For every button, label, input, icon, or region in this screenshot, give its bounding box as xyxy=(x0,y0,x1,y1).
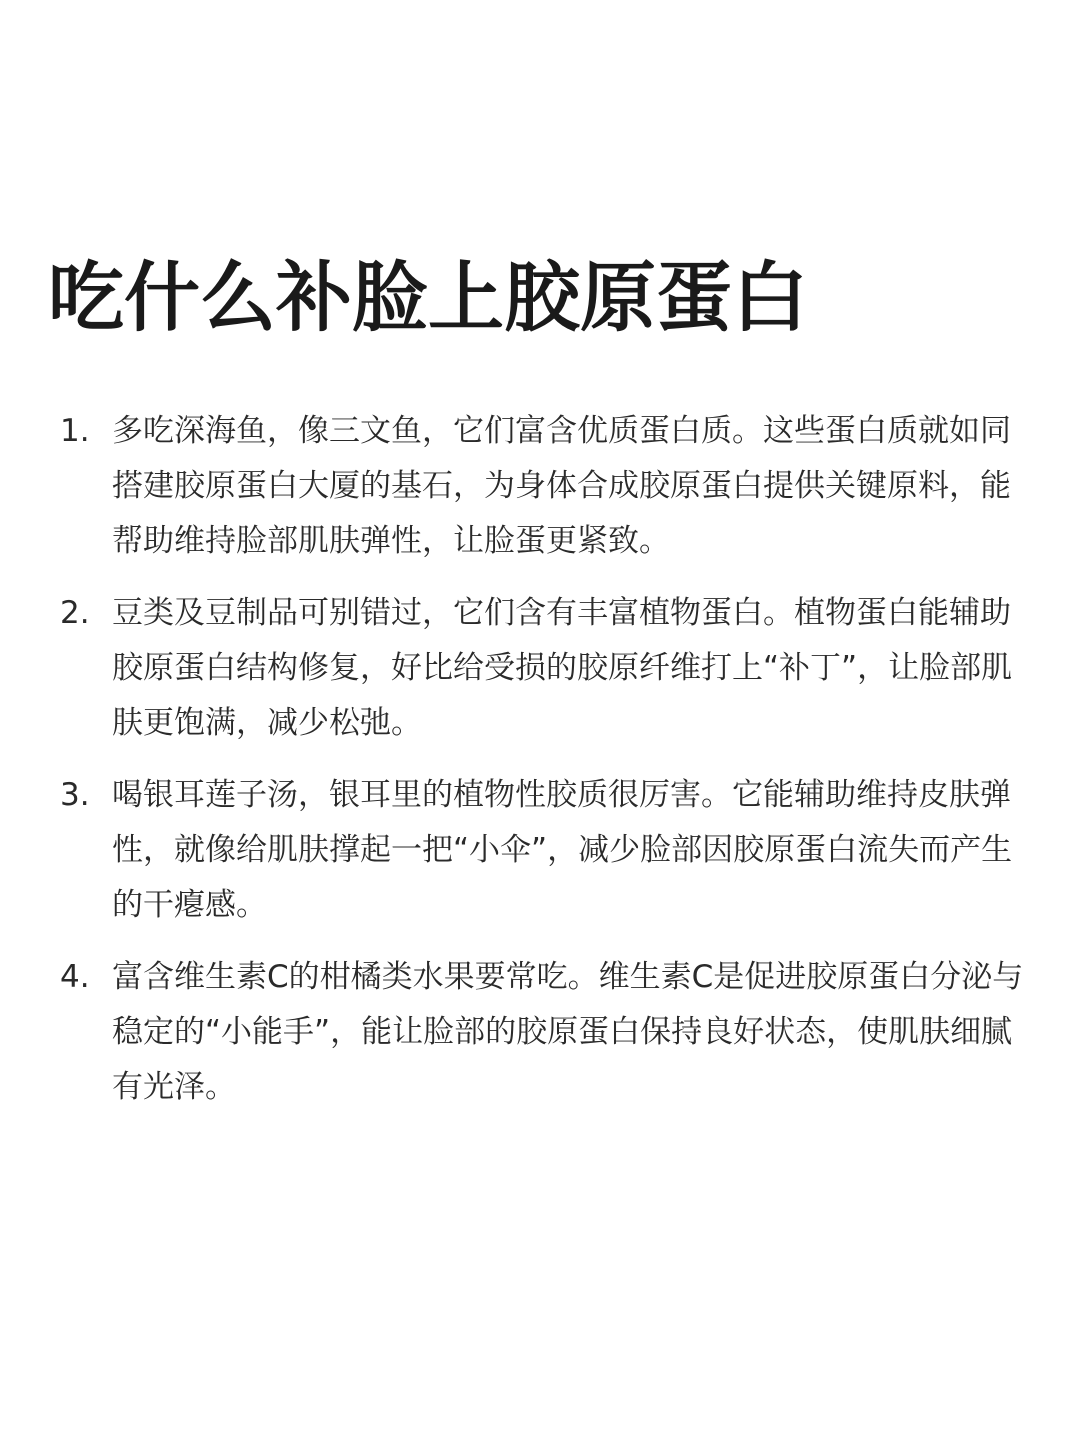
list-item-number: 2. xyxy=(60,595,90,631)
list-item-number: 1. xyxy=(60,413,90,449)
list-item-number: 3. xyxy=(60,777,90,813)
page-title: 吃什么补脸上胶原蛋白 xyxy=(48,253,808,342)
list-item-number: 4. xyxy=(60,959,90,995)
list-item xyxy=(0,768,1080,933)
list-item xyxy=(0,404,1080,569)
tips-list xyxy=(0,404,1080,1132)
list-item-text: 富含维生素C的柑橘类水果要常吃。维生素C是促进胶原蛋白分泌与稳定的“小能手”，能让脸部的胶原蛋白保持良好状态，使肌肤细腻有光泽。 xyxy=(112,959,1024,1105)
list-item-text: 多吃深海鱼，像三文鱼，它们富含优质蛋白质。这些蛋白质就如同搭建胶原蛋白大厦的基石，为身体合成胶原蛋白提供关键原料，能帮助维持脸部肌肤弹性，让脸蛋更紧致。 xyxy=(112,413,1011,559)
list-item xyxy=(0,586,1080,751)
list-item-text: 豆类及豆制品可别错过，它们含有丰富植物蛋白。植物蛋白能辅助胶原蛋白结构修复，好比给受损的胶原纤维打上“补丁”，让脸部肌肤更饱满，减少松弛。 xyxy=(112,595,1013,741)
list-item-text: 喝银耳莲子汤，银耳里的植物性胶质很厉害。它能辅助维持皮肤弹性，就像给肌肤撑起一把“小伞”，减少脸部因胶原蛋白流失而产生的干瘪感。 xyxy=(112,777,1013,923)
list-item xyxy=(0,950,1080,1115)
